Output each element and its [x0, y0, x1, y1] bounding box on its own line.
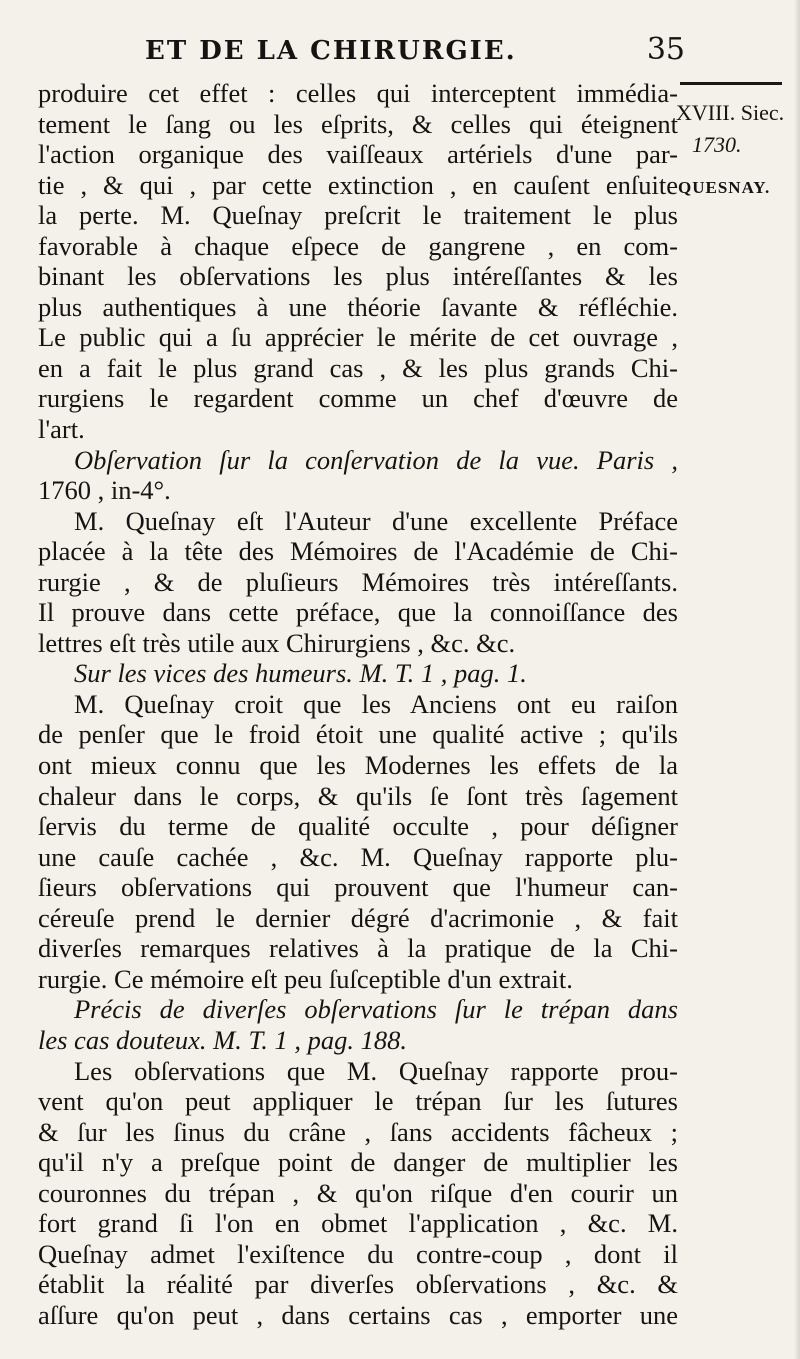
text-line: la perte. M. Queſnay preſcrit le traitement le plus — [38, 200, 678, 231]
margin-century: XVIII. Siec. — [676, 100, 785, 125]
page-number: 35 — [646, 32, 685, 67]
section-title: Sur les vices des humeurs. M. T. 1 , pag. 1. — [74, 658, 527, 689]
text-line: ſervis du terme de qualité occulte , pour déſigner — [38, 811, 678, 842]
text-line: une cauſe cachée , &c. M. Queſnay rapporte plu- — [38, 841, 678, 872]
text-line: fort grand ſi l'on en obmet l'application , &c. M. — [38, 1208, 678, 1239]
text-line: & ſur les ſinus du crâne , ſans accidents fâcheux ; — [38, 1116, 678, 1147]
text-line: de penſer que le froid étoit une qualité active ; qu'ils — [38, 719, 678, 750]
section-title: Obſervation ſur la conſervation de la vue. Paris , — [74, 444, 678, 475]
text-line: favorable à chaque eſpece de gangrene , en com- — [38, 230, 678, 261]
text-line: rurgie , & de pluſieurs Mémoires très intéreſſants. — [38, 566, 678, 597]
text-line: Il prouve dans cette préface, que la connoiſſance des — [38, 597, 678, 628]
text-line: qu'il n'y a preſque point de danger de multiplier les — [38, 1147, 678, 1178]
text-line: ſieurs obſervations qui prouvent que l'humeur can- — [38, 872, 678, 903]
text-line: couronnes du trépan , & qu'on riſque d'en courir un — [38, 1177, 678, 1208]
text-line: l'action organique des vaiſſeaux artériels d'une par- — [38, 139, 678, 170]
text-line: vent qu'on peut appliquer le trépan ſur les ſutures — [38, 1086, 678, 1117]
text-line: lettres eſt très utile aux Chirurgiens , &c. &c. — [38, 627, 516, 658]
text-line: tement le ſang ou les eſprits, & celles qui éteignent — [38, 108, 678, 139]
text-line: Les obſervations que M. Queſnay rapporte prou- — [74, 1055, 678, 1086]
margin-year: 1730. — [692, 132, 742, 157]
text-line: diverſes remarques relatives à la pratique de la Chi- — [38, 933, 678, 964]
page-edge-shadow — [794, 0, 800, 1359]
text-line: Queſnay admet l'exiſtence du contre-coup , dont il — [38, 1238, 678, 1269]
page-header — [145, 32, 685, 76]
text-line: ont mieux connu que les Modernes les effets de la — [38, 750, 678, 781]
section-title: les cas douteux. M. T. 1 , pag. 188. — [38, 1024, 407, 1055]
text-line: placée à la tête des Mémoires de l'Académie de Chi- — [38, 536, 678, 567]
text-line: produire cet effet : celles qui interceptent immédia- — [38, 78, 678, 108]
text-line: M. Queſnay croit que les Anciens ont eu raiſon — [74, 688, 678, 719]
margin-author-name: QUESNAY. — [678, 178, 771, 197]
text-line: l'art. — [38, 414, 85, 445]
text-line: 1760 , in-4°. — [38, 475, 171, 506]
text-line: rurgiens le regardent comme un chef d'œuvre de — [38, 383, 678, 414]
body-text — [38, 78, 678, 1330]
text-line: Le public qui a ſu apprécier le mérite de cet ouvrage , — [38, 322, 678, 353]
text-line: en a fait le plus grand cas , & les plus grands Chi- — [38, 352, 678, 383]
text-line: aſſure qu'on peut , dans certains cas , emporter une — [38, 1299, 678, 1330]
running-head: ET DE LA CHIRURGIE. — [145, 36, 517, 66]
text-line: rurgie. Ce mémoire eſt peu ſuſceptible d'un extrait. — [38, 963, 573, 994]
margin-rule — [680, 82, 782, 85]
text-line: plus authentiques à une théorie ſavante & réfléchie. — [38, 291, 678, 322]
text-line: chaleur dans le corps, & qu'ils ſe ſont très ſagement — [38, 780, 678, 811]
text-line: M. Queſnay eſt l'Auteur d'une excellente Préface — [74, 505, 678, 536]
text-line: binant les obſervations les plus intéreſſantes & les — [38, 261, 678, 292]
section-title: Précis de diverſes obſervations ſur le trépan dans — [74, 994, 678, 1025]
text-line: tie , & qui , par cette extinction , en cauſent enſuite — [38, 169, 678, 200]
text-line: céreuſe prend le dernier dégré d'acrimonie , & fait — [38, 902, 678, 933]
text-line: établit la réalité par diverſes obſervations , &c. & — [38, 1269, 678, 1300]
